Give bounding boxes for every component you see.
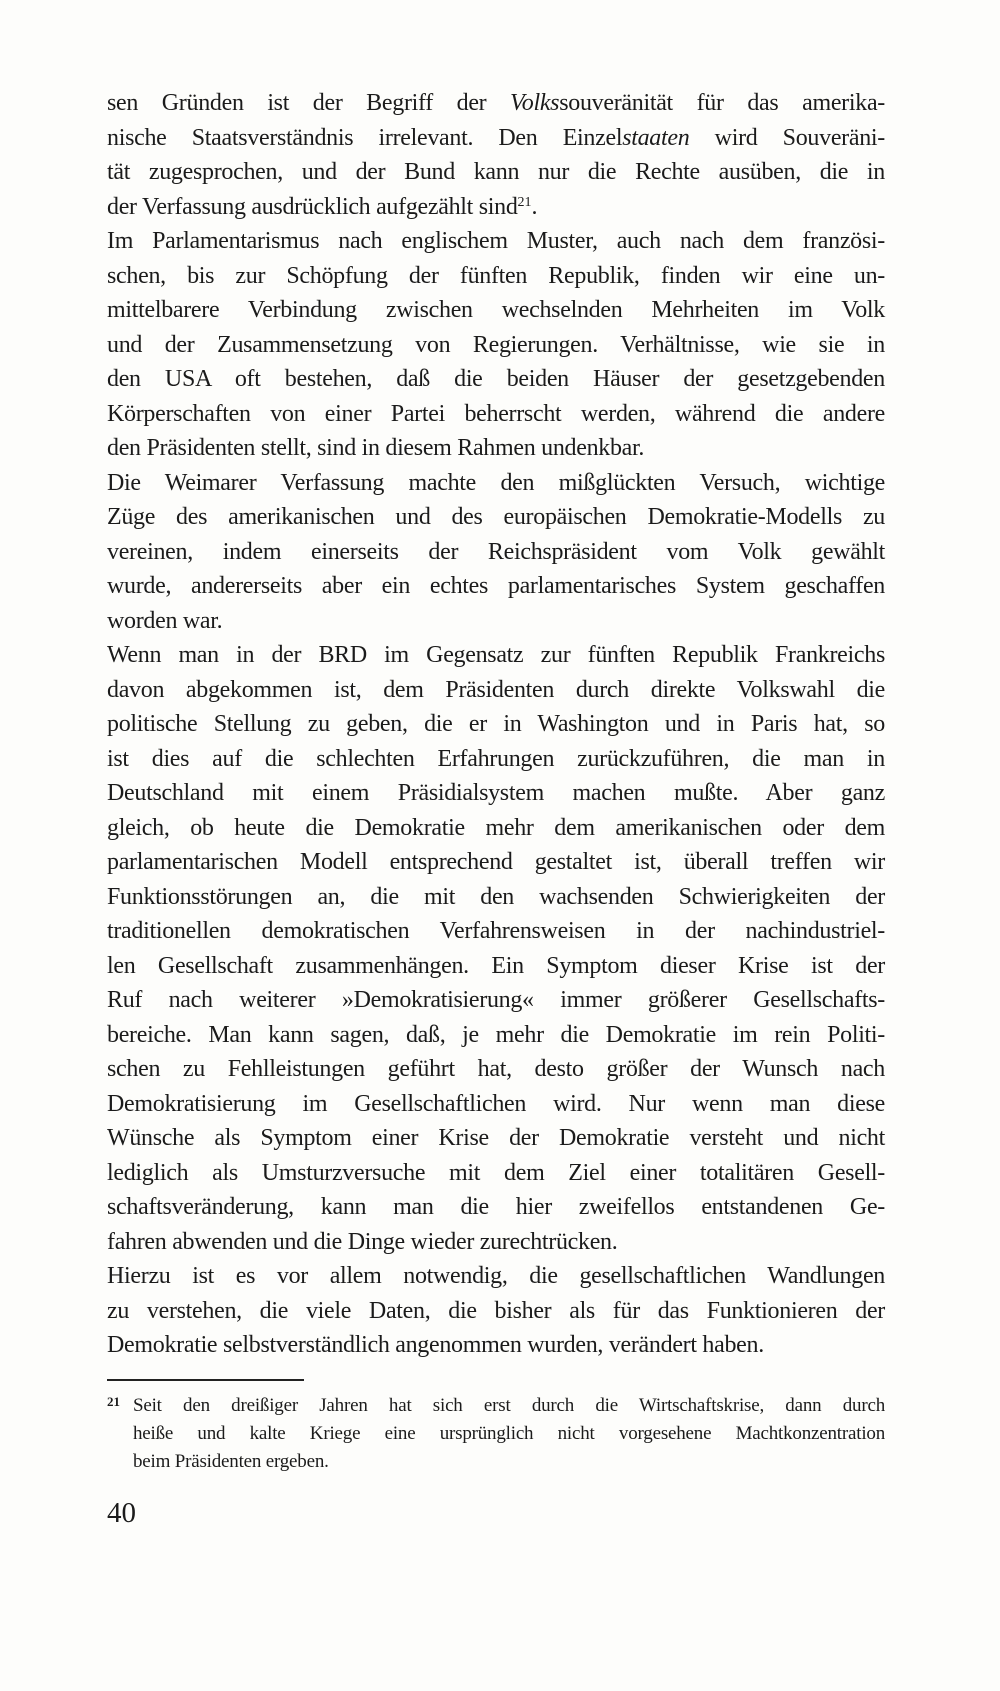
text-line: gleich, ob heute die Demokratie mehr dem amerikanischen oder dem (107, 814, 885, 841)
footnote-marker: 21 (107, 1394, 120, 1409)
text-segment: wird Souveräni- (689, 124, 885, 151)
text-line: Demokratie selbstverständlich angenommen wurden, verändert haben. (107, 1332, 764, 1358)
text-line: davon abgekommen ist, dem Präsidenten durch direkte Volkswahl die (107, 676, 885, 703)
text-line: Demokratisierung im Gesellschaftlichen wird. Nur wenn man diese (107, 1090, 885, 1117)
text-segment: der Verfassung ausdrücklich aufgezählt sind (107, 193, 518, 220)
text-line: len Gesellschaft zusammenhängen. Ein Symptom dieser Krise ist der (107, 952, 885, 979)
text-line: Ruf nach weiterer »Demokratisierung« immer größerer Gesellschafts- (107, 987, 885, 1013)
text-line (107, 86, 885, 121)
text-line (107, 121, 885, 156)
text-line: Funktionsstörungen an, die mit den wachsenden Schwierigkeiten der (107, 883, 885, 910)
footnote-separator (107, 1379, 304, 1381)
text-line: Deutschland mit einem Präsidialsystem machen mußte. Aber ganz (107, 780, 885, 806)
text-line: und der Zusammensetzung von Regierungen. Verhältnisse, wie sie in (107, 331, 885, 358)
footnote-line: beim Präsidenten ergeben. (133, 1451, 329, 1472)
text-line: Im Parlamentarismus nach englischem Muster, auch nach dem französi- (107, 228, 885, 254)
page-number: 40 (107, 1497, 136, 1529)
text-line: bereiche. Man kann sagen, daß, je mehr die Demokratie im rein Politi- (107, 1021, 885, 1048)
text-line: parlamentarischen Modell entsprechend gestaltet ist, überall treffen wir (107, 849, 885, 875)
text-line: worden war. (107, 607, 223, 634)
text-line: schaftsveränderung, kann man die hier zweifellos entstandenen Ge- (107, 1194, 885, 1220)
text-line: Wenn man in der BRD im Gegensatz zur fünften Republik Frankreichs (107, 642, 885, 668)
text-line: Die Weimarer Verfassung machte den mißglückten Versuch, wichtige (107, 469, 885, 496)
text-segment: souveränität für das amerika- (559, 90, 885, 116)
text-line: lediglich als Umsturzversuche mit dem Ziel einer totalitären Gesell- (107, 1159, 885, 1186)
footnote-line: Seit den dreißiger Jahren hat sich erst durch die Wirtschaftskrise, dann durch (133, 1395, 885, 1416)
text-line: Züge des amerikanischen und des europäischen Demokratie-Modells zu (107, 504, 885, 530)
text-segment: nische Staatsverständnis irrelevant. Den Einzel (107, 124, 623, 151)
text-line: Körperschaften von einer Partei beherrscht werden, während die andere (107, 400, 885, 427)
text-line: traditionellen demokratischen Verfahrensweisen in der nachindustriel- (107, 918, 885, 944)
main-text-block (107, 86, 885, 1363)
text-line: zu verstehen, die viele Daten, die bisher als für das Funktionieren der (107, 1297, 885, 1324)
text-line: vereinen, indem einerseits der Reichspräsident vom Volk gewählt (107, 538, 885, 565)
text-line: schen, bis zur Schöpfung der fünften Republik, finden wir eine un- (107, 262, 885, 289)
text-line: politische Stellung zu geben, die er in Washington und in Paris hat, so (107, 711, 885, 737)
text-line: den USA oft bestehen, daß die beiden Häuser der gesetzgebenden (107, 366, 885, 392)
text-line: Wünsche als Symptom einer Krise der Demokratie versteht und nicht (107, 1125, 885, 1151)
text-line: mittelbarere Verbindung zwischen wechselnden Mehrheiten im Volk (107, 297, 885, 323)
italic-segment: staaten (622, 124, 690, 151)
footnote-block (107, 1392, 885, 1476)
text-line: wurde, andererseits aber ein echtes parlamentarisches System geschaffen (107, 573, 885, 599)
footnote-reference: 21 (517, 194, 532, 210)
text-segment: . (531, 193, 538, 220)
text-segment: sen Gründen ist der Begriff der (107, 90, 511, 116)
footnote-line: heiße und kalte Kriege eine ursprünglich nicht vorgesehene Machtkonzentration (133, 1423, 885, 1444)
italic-segment: Volks (510, 90, 560, 116)
text-line (107, 190, 885, 225)
text-line: den Präsidenten stellt, sind in diesem Rahmen undenkbar. (107, 435, 645, 461)
text-line: fahren abwenden und die Dinge wieder zurechtrücken. (107, 1228, 618, 1255)
text-line: schen zu Fehlleistungen geführt hat, desto größer der Wunsch nach (107, 1056, 885, 1082)
text-line: Hierzu ist es vor allem notwendig, die gesellschaftlichen Wandlungen (107, 1263, 885, 1289)
text-line: ist dies auf die schlechten Erfahrungen zurückzuführen, die man in (107, 745, 885, 772)
text-line: tät zugesprochen, und der Bund kann nur die Rechte ausüben, die in (107, 159, 885, 185)
